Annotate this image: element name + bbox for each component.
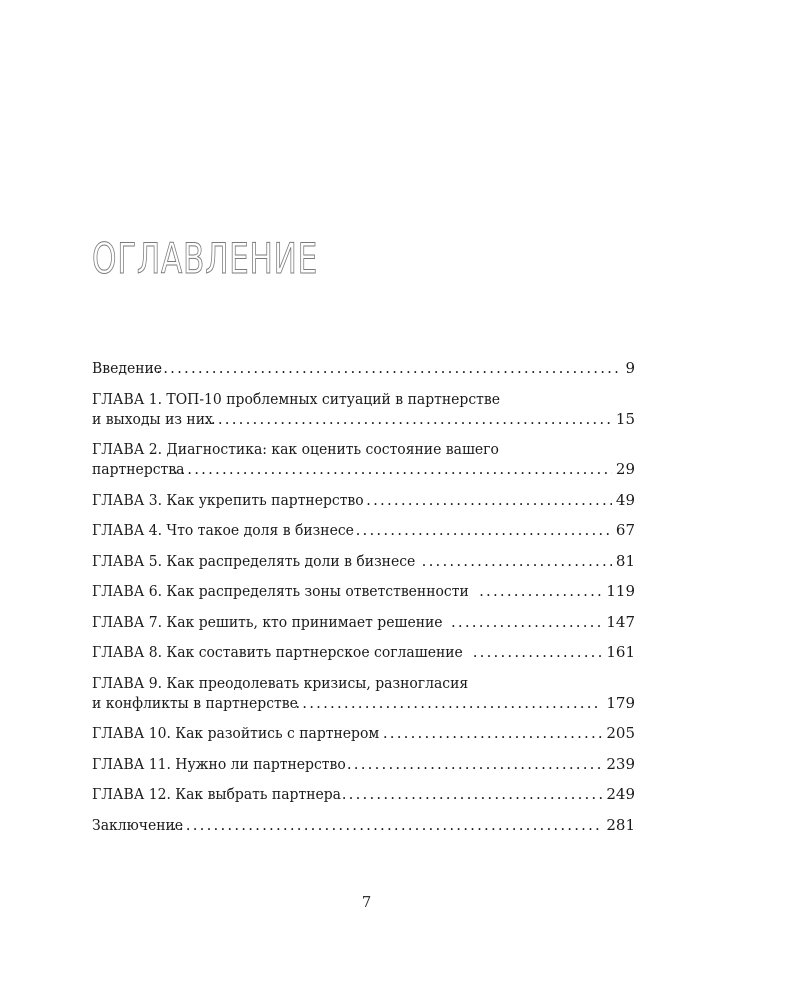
toc-entry-title-line2: и выходы из них: [92, 409, 213, 428]
toc-entry-line: [92, 490, 635, 510]
toc-entry-title: Введение: [92, 359, 163, 377]
toc-entry-line: [92, 642, 635, 662]
toc-entry-chapter-4: [92, 520, 635, 540]
toc-entry-line: [92, 409, 635, 429]
dot-leader: [479, 581, 602, 601]
toc-entry-chapter-7: [92, 612, 635, 632]
toc-entry-line: [92, 612, 635, 632]
toc-entry-page: 9: [625, 359, 635, 377]
toc-entry-title: ГЛАВА 3. Как укрепить партнерство: [92, 490, 364, 509]
toc-entry-title-line2: партнерства: [92, 460, 185, 478]
dot-leader: [422, 551, 612, 571]
toc-entry-title: ГЛАВА 5. Как распределять доли в бизнесе: [92, 551, 416, 570]
toc-entry-title: ГЛАВА 6. Как распределять зоны ответственности: [92, 582, 469, 600]
toc-entry-line: [92, 358, 635, 378]
toc-entry-conclusion: [92, 815, 635, 835]
page-number: 7: [361, 893, 372, 911]
dot-leader: [451, 612, 602, 632]
toc-entry-page: 15: [615, 409, 635, 428]
dot-leader: [295, 693, 602, 713]
toc-entry-chapter-10: [92, 723, 635, 743]
toc-entry-line: [92, 815, 635, 835]
toc-entry-page: 161: [606, 643, 635, 661]
toc-entry-line: [92, 784, 635, 804]
toc-entry-line: [92, 551, 635, 571]
toc-entry-title-line1: ГЛАВА 9. Как преодолевать кризисы, разногласия: [92, 673, 469, 692]
table-of-contents: [92, 358, 635, 845]
toc-entry-title: ГЛАВА 12. Как выбрать партнера: [92, 785, 341, 803]
toc-entry-page: 239: [606, 754, 635, 773]
toc-entry-page: 281: [606, 815, 635, 834]
toc-entry-line: [92, 754, 635, 774]
dot-leader: [172, 815, 602, 835]
toc-entry-introduction: [92, 358, 635, 378]
toc-entry-title: ГЛАВА 8. Как составить партнерское соглашение: [92, 643, 463, 661]
toc-entry-chapter-3: [92, 490, 635, 510]
toc-entry-chapter-11: [92, 754, 635, 774]
toc-entry-page: 249: [606, 785, 635, 803]
dot-leader: [356, 520, 612, 540]
toc-entry-chapter-6: [92, 581, 635, 601]
toc-entry-line: [92, 693, 635, 713]
dot-leader: [383, 723, 603, 743]
page-title: ОГЛАВЛЕНИЕ: [92, 234, 319, 283]
toc-entry-page: 119: [606, 582, 635, 600]
toc-entry-chapter-12: [92, 784, 635, 804]
dot-leader: [149, 358, 621, 378]
toc-entry-page: 29: [615, 460, 635, 478]
toc-entry-page: 147: [606, 612, 635, 631]
toc-entry-title: ГЛАВА 10. Как разойтись с партнером: [92, 724, 380, 742]
toc-entry-title-line1: ГЛАВА 1. ТОП‑10 проблемных ситуаций в партнерстве: [92, 389, 500, 408]
toc-entry-title: ГЛАВА 4. Что такое доля в бизнесе: [92, 521, 354, 539]
toc-entry-page: 67: [615, 521, 635, 539]
dot-leader: [366, 490, 612, 510]
toc-entry-title: Заключение: [92, 815, 184, 834]
toc-entry-page: 49: [615, 490, 635, 509]
dot-leader: [342, 784, 603, 804]
toc-entry-chapter-8: [92, 642, 635, 662]
dot-leader: [173, 459, 612, 479]
dot-leader: [347, 754, 602, 774]
toc-entry-chapter-5: [92, 551, 635, 571]
toc-entry-chapter-9: [92, 673, 635, 713]
toc-entry-page: 179: [606, 693, 635, 712]
toc-entry-chapter-1: [92, 389, 635, 429]
toc-entry-line: [92, 723, 635, 743]
toc-entry-title: ГЛАВА 7. Как решить, кто принимает решение: [92, 612, 443, 631]
toc-entry-title-line1: ГЛАВА 2. Диагностика: как оценить состояние вашего: [92, 440, 499, 458]
dot-leader: [473, 642, 603, 662]
toc-entry-line: [92, 581, 635, 601]
toc-entry-page: 81: [615, 551, 635, 570]
toc-entry-chapter-2: [92, 439, 635, 479]
toc-entry-title-line2: и конфликты в партнерстве: [92, 693, 298, 712]
toc-entry-page: 205: [606, 724, 635, 742]
toc-entry-line: [92, 520, 635, 540]
dot-leader: [204, 409, 612, 429]
toc-entry-line: [92, 459, 635, 479]
toc-entry-title: ГЛАВА 11. Нужно ли партнерство: [92, 754, 346, 773]
